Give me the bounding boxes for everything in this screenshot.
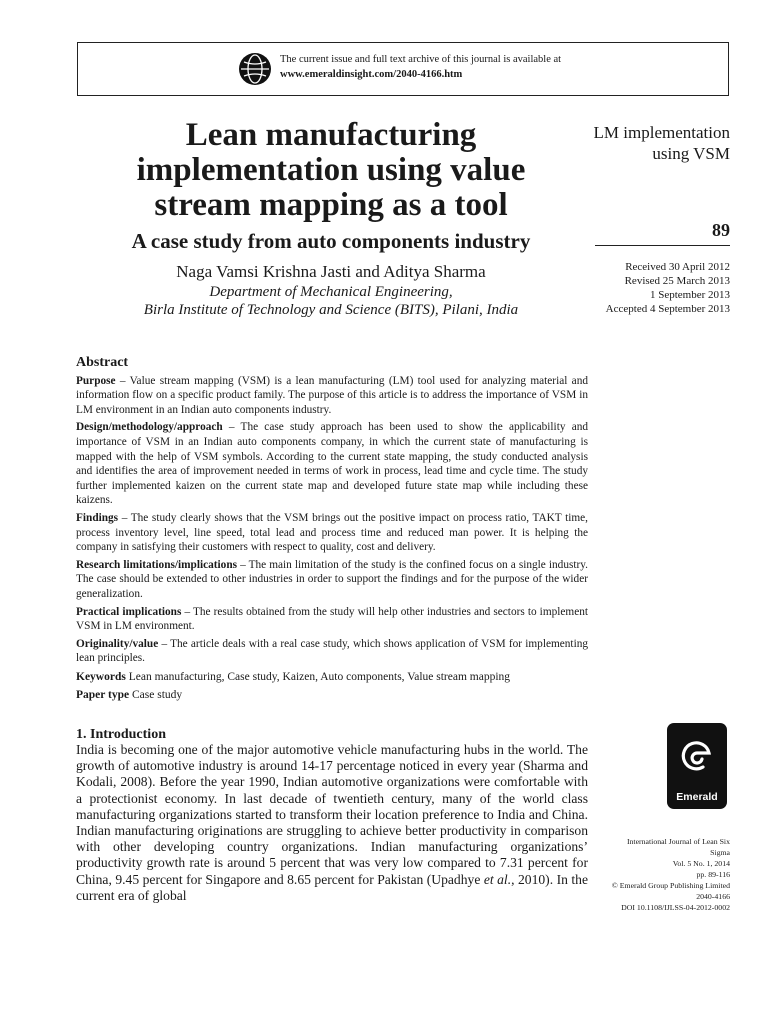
abstract-limitations [76, 558, 588, 602]
journal-copyright: © Emerald Group Publishing Limited [611, 881, 730, 890]
practical-text: – The results obtained from the study will help other industries and sectors to implement VSM in LM environment. [76, 605, 588, 633]
sidebar-divider [595, 245, 730, 246]
journal-availability-banner [77, 42, 729, 96]
findings-label: Findings [76, 511, 119, 524]
globe-icon [238, 52, 272, 86]
article-authors: Naga Vamsi Krishna Jasti and Aditya Sharma [176, 262, 486, 281]
abstract-heading: Abstract [76, 355, 129, 370]
journal-name-line2: Sigma [710, 848, 730, 857]
abstract-originality [76, 637, 588, 666]
abstract-findings [76, 511, 588, 555]
originality-label: Originality/value [76, 637, 159, 650]
abstract-practical [76, 605, 588, 634]
paper-type-label: Paper type [76, 689, 130, 702]
journal-name-line1: International Journal of Lean Six [626, 837, 730, 846]
date-revised: Revised 25 March 2013 [624, 275, 730, 287]
paper-type [76, 688, 588, 703]
emerald-wordmark: Emerald [676, 791, 718, 803]
paper-type-text: Case study [132, 689, 183, 702]
article-title: Lean manufacturing implementation using value stream mapping as a tool [136, 117, 526, 223]
intro-text-tail: , 2010). In the current era of global [76, 871, 588, 903]
keywords-label: Keywords [76, 670, 126, 683]
date-accepted: Accepted 4 September 2013 [605, 303, 730, 315]
affiliation-institute: Birla Institute of Technology and Science (BITS), Pilani, India [143, 302, 519, 318]
limitations-label: Research limitations/implications [76, 558, 238, 571]
affiliation-department: Department of Mechanical Engineering, [209, 284, 453, 300]
design-label: Design/methodology/approach [76, 421, 223, 434]
date-revised-second: 1 September 2013 [649, 289, 730, 301]
practical-label: Practical implications [76, 605, 182, 618]
date-received: Received 30 April 2012 [625, 261, 730, 273]
emerald-spiral-icon [678, 731, 716, 781]
article-subtitle: A case study from auto components industry [131, 229, 531, 253]
abstract-section [76, 356, 588, 703]
originality-text: – The article deals with a real case study, which shows application of VSM for implementing lean principles. [76, 637, 589, 665]
intro-text-main: India is becoming one of the major automotive vehicle manufacturing hubs in the world. The growth of automotive industry is around 14-17 percentage noticed in every year (Sharma and Kodali, 2008). Before the year 1990, Indian automotive organizations were comfortable with a protectionist economy. In last decade of twentieth century, many of the world class manufacturing organizations started to transform their location preference to India and China. Indian manufacturing originations are struggling to achieve better productivity in comparison with other developing country organizations. Indian manufacturing organizations’ productivity growth rate is around 5 percent that was very low compared to 7.31 percent for China, 9.45 percent for Singapore and 8.65 percent for Pakistan (Upadhye [76, 742, 588, 887]
purpose-label: Purpose [76, 374, 116, 387]
journal-issn: 2040-4166 [696, 892, 730, 901]
introduction-body [76, 742, 588, 904]
abstract-design [76, 420, 588, 508]
findings-text: – The study clearly shows that the VSM brings out the positive impact on process ratio, TAKT time, process inventory level, line speed, total lead and process time and reduced man power. It is helping the company in satisfying their customers with respect to quality, cost and delivery. [76, 511, 589, 554]
limitations-text: – The main limitation of the study is the confined focus on a single industry. The case should be extended to other industries in order to support the findings and for the purpose of the wider generalization. [76, 558, 589, 600]
emerald-logo [667, 723, 727, 809]
design-text: – The case study approach has been used to show the applicability and importance of VSM in an Indian auto components company, in which the current state of manufacturing is mapped with the help of VSM symbols. According to the current state mapping, the study conducted analysis and identifies the area of improvement needed in terms of work in process, lead time and cycle time. The study further implemented kaizen on the current state map and developed future state map while including these kaizens. [76, 421, 589, 507]
intro-citation-italic: et al. [483, 871, 512, 887]
journal-info [530, 836, 730, 913]
keywords [76, 670, 588, 685]
journal-doi[interactable]: DOI 10.1108/IJLSS-04-2012-0002 [621, 903, 730, 912]
journal-volume: Vol. 5 No. 1, 2014 [672, 859, 730, 868]
introduction-heading: 1. Introduction [76, 727, 166, 742]
running-title: LM implementation using VSM [593, 123, 730, 163]
article-dates [606, 260, 730, 316]
abstract-purpose [76, 374, 588, 418]
banner-availability-text: The current issue and full text archive of this journal is available at [280, 54, 562, 65]
page-number: 89 [712, 220, 730, 240]
banner-journal-url[interactable]: www.emeraldinsight.com/2040-4166.htm [280, 69, 463, 80]
keywords-text: Lean manufacturing, Case study, Kaizen, Auto components, Value stream mapping [128, 670, 511, 683]
purpose-text: – Value stream mapping (VSM) is a lean manufacturing (LM) tool used for analyzing material and information flow on a specific product family. The purpose of this article is to address the importance of VSM in LM environment in an Indian auto components industry. [76, 374, 588, 416]
journal-pages: pp. 89-116 [696, 870, 730, 879]
